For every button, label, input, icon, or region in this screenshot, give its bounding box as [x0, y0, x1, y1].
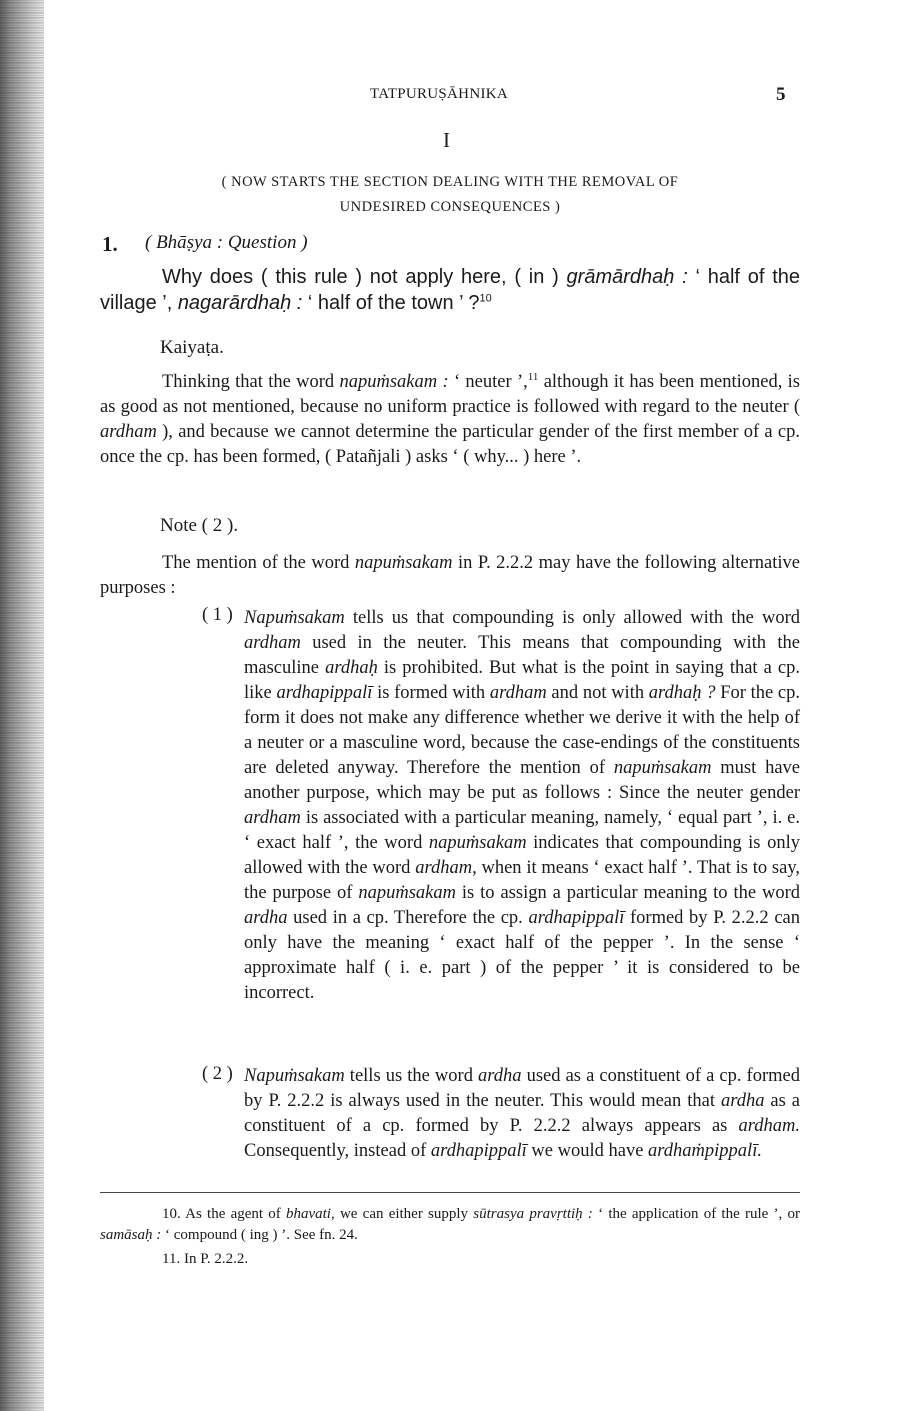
- section-heading-line-2: UNDESIRED CONSEQUENCES ): [339, 199, 561, 215]
- footnote-10: 10. As the agent of bhavati, we can either supply sūtrasya pravṛttiḥ : ‘ the application of the rule ’, or samāsaḥ : ‘ compound ( ing ) ’. See fn. 24.: [100, 1206, 800, 1243]
- section-heading: [160, 170, 740, 220]
- scanned-page-edge: [0, 0, 44, 1411]
- footnote-divider: [100, 1192, 800, 1193]
- bhasya-question-text: Why does ( this rule ) not apply here, ( in ) grāmārdhaḥ : ‘ half of the village ’, nagarārdhaḥ : ‘ half of the town ’ ?$^{10}$: [100, 266, 801, 314]
- list-item-marker-1: ( 1 ): [202, 605, 233, 625]
- list-item-1: Napuṁsakam tells us that compounding is only allowed with the word ardham used in the neuter. This means that compounding with the masculine ardhaḥ is prohibited. But what is the point in saying that a cp. like ardhapippalī is formed with ardham and not with ardhaḥ ? For the cp. form it does not make any difference whether we derive it with the help of a neuter or a masculine word, because the case-endings of the constituents are deleted anyway. Therefore the mention of napuṁsakam must have another purpose, which may be put as follows : Since the neuter gender ardham is associated with a particular meaning, namely, ‘ equal part ’, i. e. ‘ exact half ’, the word napuṁsakam indicates that compounding is only allowed with the word ardham, when it means ‘ exact half ’. That is to say, the purpose of napuṁsakam is to assign a particular meaning to the word ardha used in a cp. Therefore the cp. ardhapippalī formed by P. 2.2.2 can only have the meaning ‘ exact half of the pepper ’. In the sense ‘ approximate half ( i. e. part ) of the pepper ’ it is considered to be incorrect.: [244, 608, 801, 1003]
- page-number: 5: [776, 84, 786, 105]
- list-item-2: Napuṁsakam tells us the word ardha used as a constituent of a cp. formed by P. 2.2.2 is always used in the neuter. This would mean that ardha as a constituent of a cp. formed by P. 2.2.2 always appears as ardham. Consequently, instead of ardhapippalī we would have ardhaṁpippalī.: [244, 1066, 801, 1161]
- running-header: TATPURUṢĀHNIKA: [370, 86, 509, 102]
- list-item-marker-2: ( 2 ): [202, 1064, 233, 1084]
- kaiyata-heading: Kaiyaṭa.: [160, 337, 224, 358]
- kaiyata-commentary: Thinking that the word napuṁsakam : ‘ neuter ’,$^{11}$ although it has been mentioned, is as good as not mentioned, because no uniform practice is followed with regard to the neuter ( ardham ), and because we cannot determine the particular gender of the first member of a cp. once the cp. has been formed, ( Patañjali ) asks ‘ ( why... ) here ’.: [100, 370, 800, 467]
- section-numeral: I: [443, 128, 450, 152]
- note-heading: Note ( 2 ).: [160, 515, 239, 536]
- footnote-11: 11. In P. 2.2.2.: [162, 1251, 249, 1267]
- footnote-ref-11: 11: [527, 370, 539, 383]
- bhasya-question-label: ( Bhāṣya : Question ): [145, 232, 308, 253]
- section-heading-line-1: ( NOW STARTS THE SECTION DEALING WITH THE REMOVAL OF: [221, 174, 679, 190]
- paragraph-number: 1.: [102, 232, 118, 256]
- note-intro: The mention of the word napuṁsakam in P. 2.2.2 may have the following alternative purposes :: [100, 553, 800, 598]
- footnote-ref-10: 10: [479, 292, 492, 305]
